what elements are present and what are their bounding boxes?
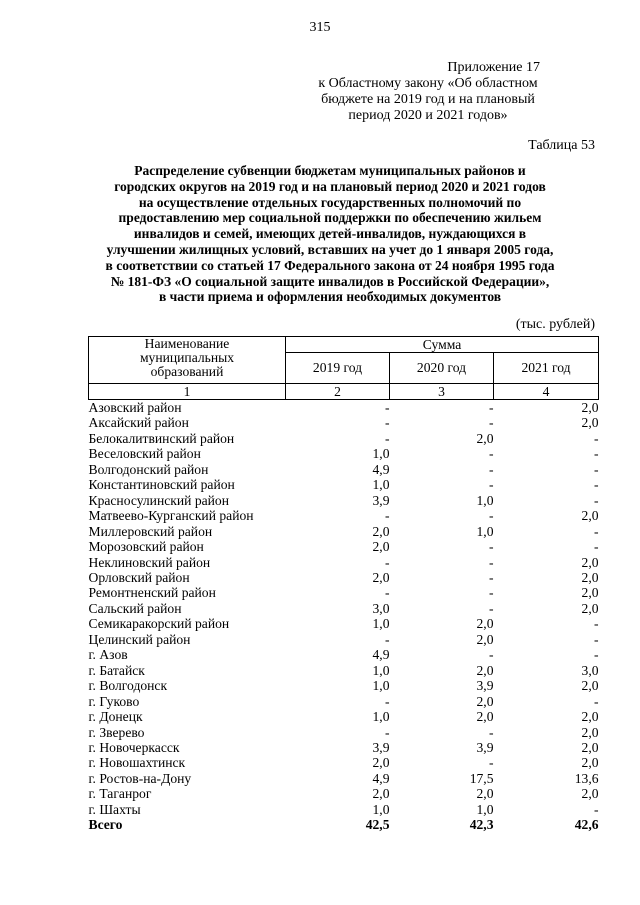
value-2019: - xyxy=(384,415,390,431)
value-2020: 3,9 xyxy=(476,739,494,755)
value-2020: - xyxy=(488,400,494,415)
total-2019: 42,5 xyxy=(365,817,390,833)
title-line: на осуществление отдельных государственных полномочий по xyxy=(138,194,522,210)
value-2020: 1,0 xyxy=(476,492,494,508)
table-row xyxy=(89,709,599,724)
value-2019: 2,0 xyxy=(372,539,390,555)
value-2020: 2,0 xyxy=(476,616,494,632)
municipality-name: Ремонтненский район xyxy=(88,585,216,601)
header-year-2021: 2021 год xyxy=(494,353,599,384)
municipality-name: Веселовский район xyxy=(88,446,201,462)
value-2020: - xyxy=(488,554,494,570)
appendix-line: бюджете на 2019 год и на плановый xyxy=(321,92,535,107)
value-2021: 2,0 xyxy=(581,508,599,524)
municipality-name: г. Новошахтинск xyxy=(88,755,186,771)
table-row xyxy=(89,585,599,600)
value-2021: - xyxy=(594,446,599,462)
value-2019: 1,0 xyxy=(372,477,390,493)
municipality-name: Белокалитвинский район xyxy=(88,430,235,446)
value-2019: - xyxy=(384,400,390,415)
table-row xyxy=(89,802,599,817)
document-title xyxy=(70,163,590,305)
value-2020: - xyxy=(488,477,494,493)
value-2021: 2,0 xyxy=(581,569,599,585)
table-row xyxy=(89,694,599,709)
value-2020: - xyxy=(488,585,494,601)
value-2020: 2,0 xyxy=(476,430,494,446)
municipality-name: г. Ростов-на-Дону xyxy=(88,770,192,786)
table-row xyxy=(89,678,599,693)
municipality-name: Орловский район xyxy=(88,569,190,585)
table-row xyxy=(89,771,599,786)
value-2019: 4,9 xyxy=(372,770,390,786)
municipality-name: Сальский район xyxy=(88,600,182,616)
table-row xyxy=(89,400,599,416)
municipality-name: г. Гуково xyxy=(88,693,140,709)
table-row xyxy=(89,446,599,461)
municipality-name: Азовский район xyxy=(88,400,182,415)
municipality-name: г. Батайск xyxy=(88,662,145,678)
header-name-line: Наименование xyxy=(144,336,230,351)
page-number: 315 xyxy=(309,20,331,35)
header-year-2020: 2020 год xyxy=(390,353,494,384)
municipality-name: Красносулинский район xyxy=(88,492,229,508)
table-row xyxy=(89,786,599,801)
units-label: (тыс. рублей) xyxy=(515,317,595,332)
table-row xyxy=(89,616,599,631)
title-line: Распределение субвенции бюджетам муниципальных районов и xyxy=(134,163,526,178)
table-number: Таблица 53 xyxy=(528,138,595,153)
value-2019: - xyxy=(384,554,390,570)
value-2020: - xyxy=(488,415,494,431)
value-2020: 2,0 xyxy=(476,786,494,802)
value-2021: - xyxy=(594,477,599,493)
header-name-line: муниципальных xyxy=(139,350,235,365)
municipality-name: Неклиновский район xyxy=(88,554,211,570)
table-row xyxy=(89,555,599,570)
total-2020: 42,3 xyxy=(469,817,494,833)
value-2020: 3,9 xyxy=(476,678,494,694)
table-row xyxy=(89,647,599,662)
value-2021: - xyxy=(594,492,599,508)
value-2021: - xyxy=(594,801,599,817)
total-row xyxy=(89,817,599,832)
value-2020: - xyxy=(488,755,494,771)
value-2020: 2,0 xyxy=(476,662,494,678)
value-2020: - xyxy=(488,508,494,524)
column-number: 3 xyxy=(390,384,494,400)
table-body xyxy=(89,400,599,833)
value-2021: - xyxy=(594,647,599,663)
value-2020: - xyxy=(488,600,494,616)
municipality-name: г. Шахты xyxy=(88,801,141,817)
title-line: № 181-ФЗ «О социальной защите инвалидов в Российской Федерации», xyxy=(110,273,550,289)
value-2021: - xyxy=(594,631,599,647)
header-name xyxy=(89,337,286,384)
table-row xyxy=(89,524,599,539)
table-row xyxy=(89,415,599,430)
table-row xyxy=(89,493,599,508)
title-line: инвалидов и семей, имеющих детей-инвалидов, нуждающихся в xyxy=(133,226,527,242)
column-number: 4 xyxy=(494,384,599,400)
subvention-table xyxy=(88,336,599,833)
value-2021: 2,0 xyxy=(581,600,599,616)
value-2019: 1,0 xyxy=(372,446,390,462)
value-2021: 2,0 xyxy=(581,415,599,431)
municipality-name: Целинский район xyxy=(88,631,191,647)
table-row xyxy=(89,755,599,770)
value-2019: - xyxy=(384,693,390,709)
header-sum: Сумма xyxy=(286,337,599,353)
value-2020: 1,0 xyxy=(476,801,494,817)
municipality-name: г. Новочеркасск xyxy=(88,739,180,755)
municipality-name: г. Зверево xyxy=(88,724,145,740)
column-number: 2 xyxy=(286,384,390,400)
value-2019: 3,9 xyxy=(372,739,390,755)
value-2021: 2,0 xyxy=(581,755,599,771)
table-row xyxy=(89,431,599,446)
value-2019: 1,0 xyxy=(372,678,390,694)
value-2021: 2,0 xyxy=(581,724,599,740)
column-number: 1 xyxy=(89,384,286,400)
value-2021: 2,0 xyxy=(581,585,599,601)
value-2020: 1,0 xyxy=(476,523,494,539)
value-2021: - xyxy=(594,539,599,555)
value-2019: - xyxy=(384,430,390,446)
value-2019: 4,9 xyxy=(372,461,390,477)
value-2019: 2,0 xyxy=(372,523,390,539)
table-row xyxy=(89,740,599,755)
table-row xyxy=(89,462,599,477)
value-2021: 3,0 xyxy=(581,662,599,678)
value-2021: 2,0 xyxy=(581,739,599,755)
value-2019: 1,0 xyxy=(372,662,390,678)
value-2019: - xyxy=(384,631,390,647)
value-2020: 2,0 xyxy=(476,693,494,709)
municipality-name: г. Таганрог xyxy=(88,786,152,802)
value-2020: - xyxy=(488,724,494,740)
appendix-block xyxy=(278,60,578,124)
value-2021: - xyxy=(594,430,599,446)
value-2019: 2,0 xyxy=(372,786,390,802)
municipality-name: Константиновский район xyxy=(88,477,235,493)
value-2020: - xyxy=(488,647,494,663)
value-2021: - xyxy=(594,461,599,477)
value-2021: 2,0 xyxy=(581,709,599,725)
table-row xyxy=(89,725,599,740)
value-2021: - xyxy=(594,523,599,539)
table-row xyxy=(89,539,599,554)
value-2019: 3,9 xyxy=(372,492,390,508)
total-label: Всего xyxy=(88,817,123,833)
value-2020: - xyxy=(488,461,494,477)
value-2020: 2,0 xyxy=(476,631,494,647)
municipality-name: г. Волгодонск xyxy=(88,678,168,694)
appendix-line: к Областному закону «Об областном xyxy=(318,76,538,91)
title-line: в части приема и оформления необходимых документов xyxy=(158,289,502,305)
value-2019: 1,0 xyxy=(372,709,390,725)
title-line: предоставлению мер социальной поддержки по обеспечению жильем xyxy=(118,210,542,226)
header-name-line: образований xyxy=(150,364,224,379)
value-2021: 2,0 xyxy=(581,786,599,802)
value-2019: - xyxy=(384,724,390,740)
table-row xyxy=(89,508,599,523)
title-line: улучшении жилищных условий, вставших на учет до 1 января 2005 года, xyxy=(106,241,554,257)
appendix-title: Приложение 17 xyxy=(447,60,540,75)
municipality-name: Волгодонский район xyxy=(88,461,209,477)
title-line: в соответствии со статьей 17 Федерального закона от 24 ноября 1995 года xyxy=(105,257,555,273)
header-year-2019: 2019 год xyxy=(286,353,390,384)
municipality-name: г. Азов xyxy=(88,647,128,663)
value-2020: 17,5 xyxy=(469,770,494,786)
table-row xyxy=(89,570,599,585)
table-row xyxy=(89,632,599,647)
value-2021: 13,6 xyxy=(574,770,599,786)
value-2021: 2,0 xyxy=(581,678,599,694)
title-line: городских округов на 2019 год и на плановый период 2020 и 2021 годов xyxy=(114,178,546,194)
table-row xyxy=(89,601,599,616)
municipality-name: Морозовский район xyxy=(88,539,204,555)
value-2019: 1,0 xyxy=(372,801,390,817)
total-2021: 42,6 xyxy=(574,817,599,833)
value-2019: 2,0 xyxy=(372,569,390,585)
municipality-name: Аксайский район xyxy=(88,415,189,431)
municipality-name: Миллеровский район xyxy=(88,523,213,539)
value-2020: 2,0 xyxy=(476,709,494,725)
municipality-name: г. Донецк xyxy=(88,709,143,725)
value-2020: - xyxy=(488,539,494,555)
value-2021: - xyxy=(594,693,599,709)
value-2019: 3,0 xyxy=(372,600,390,616)
value-2019: 2,0 xyxy=(372,755,390,771)
table-row xyxy=(89,477,599,492)
value-2019: 1,0 xyxy=(372,616,390,632)
value-2021: - xyxy=(594,616,599,632)
appendix-line: период 2020 и 2021 годов» xyxy=(348,108,508,123)
value-2020: - xyxy=(488,446,494,462)
value-2019: 4,9 xyxy=(372,647,390,663)
municipality-name: Матвеево-Курганский район xyxy=(88,508,254,524)
value-2021: 2,0 xyxy=(581,554,599,570)
value-2020: - xyxy=(488,569,494,585)
value-2021: 2,0 xyxy=(581,400,599,415)
value-2019: - xyxy=(384,585,390,601)
municipality-name: Семикаракорский район xyxy=(88,616,230,632)
table-row xyxy=(89,663,599,678)
value-2019: - xyxy=(384,508,390,524)
